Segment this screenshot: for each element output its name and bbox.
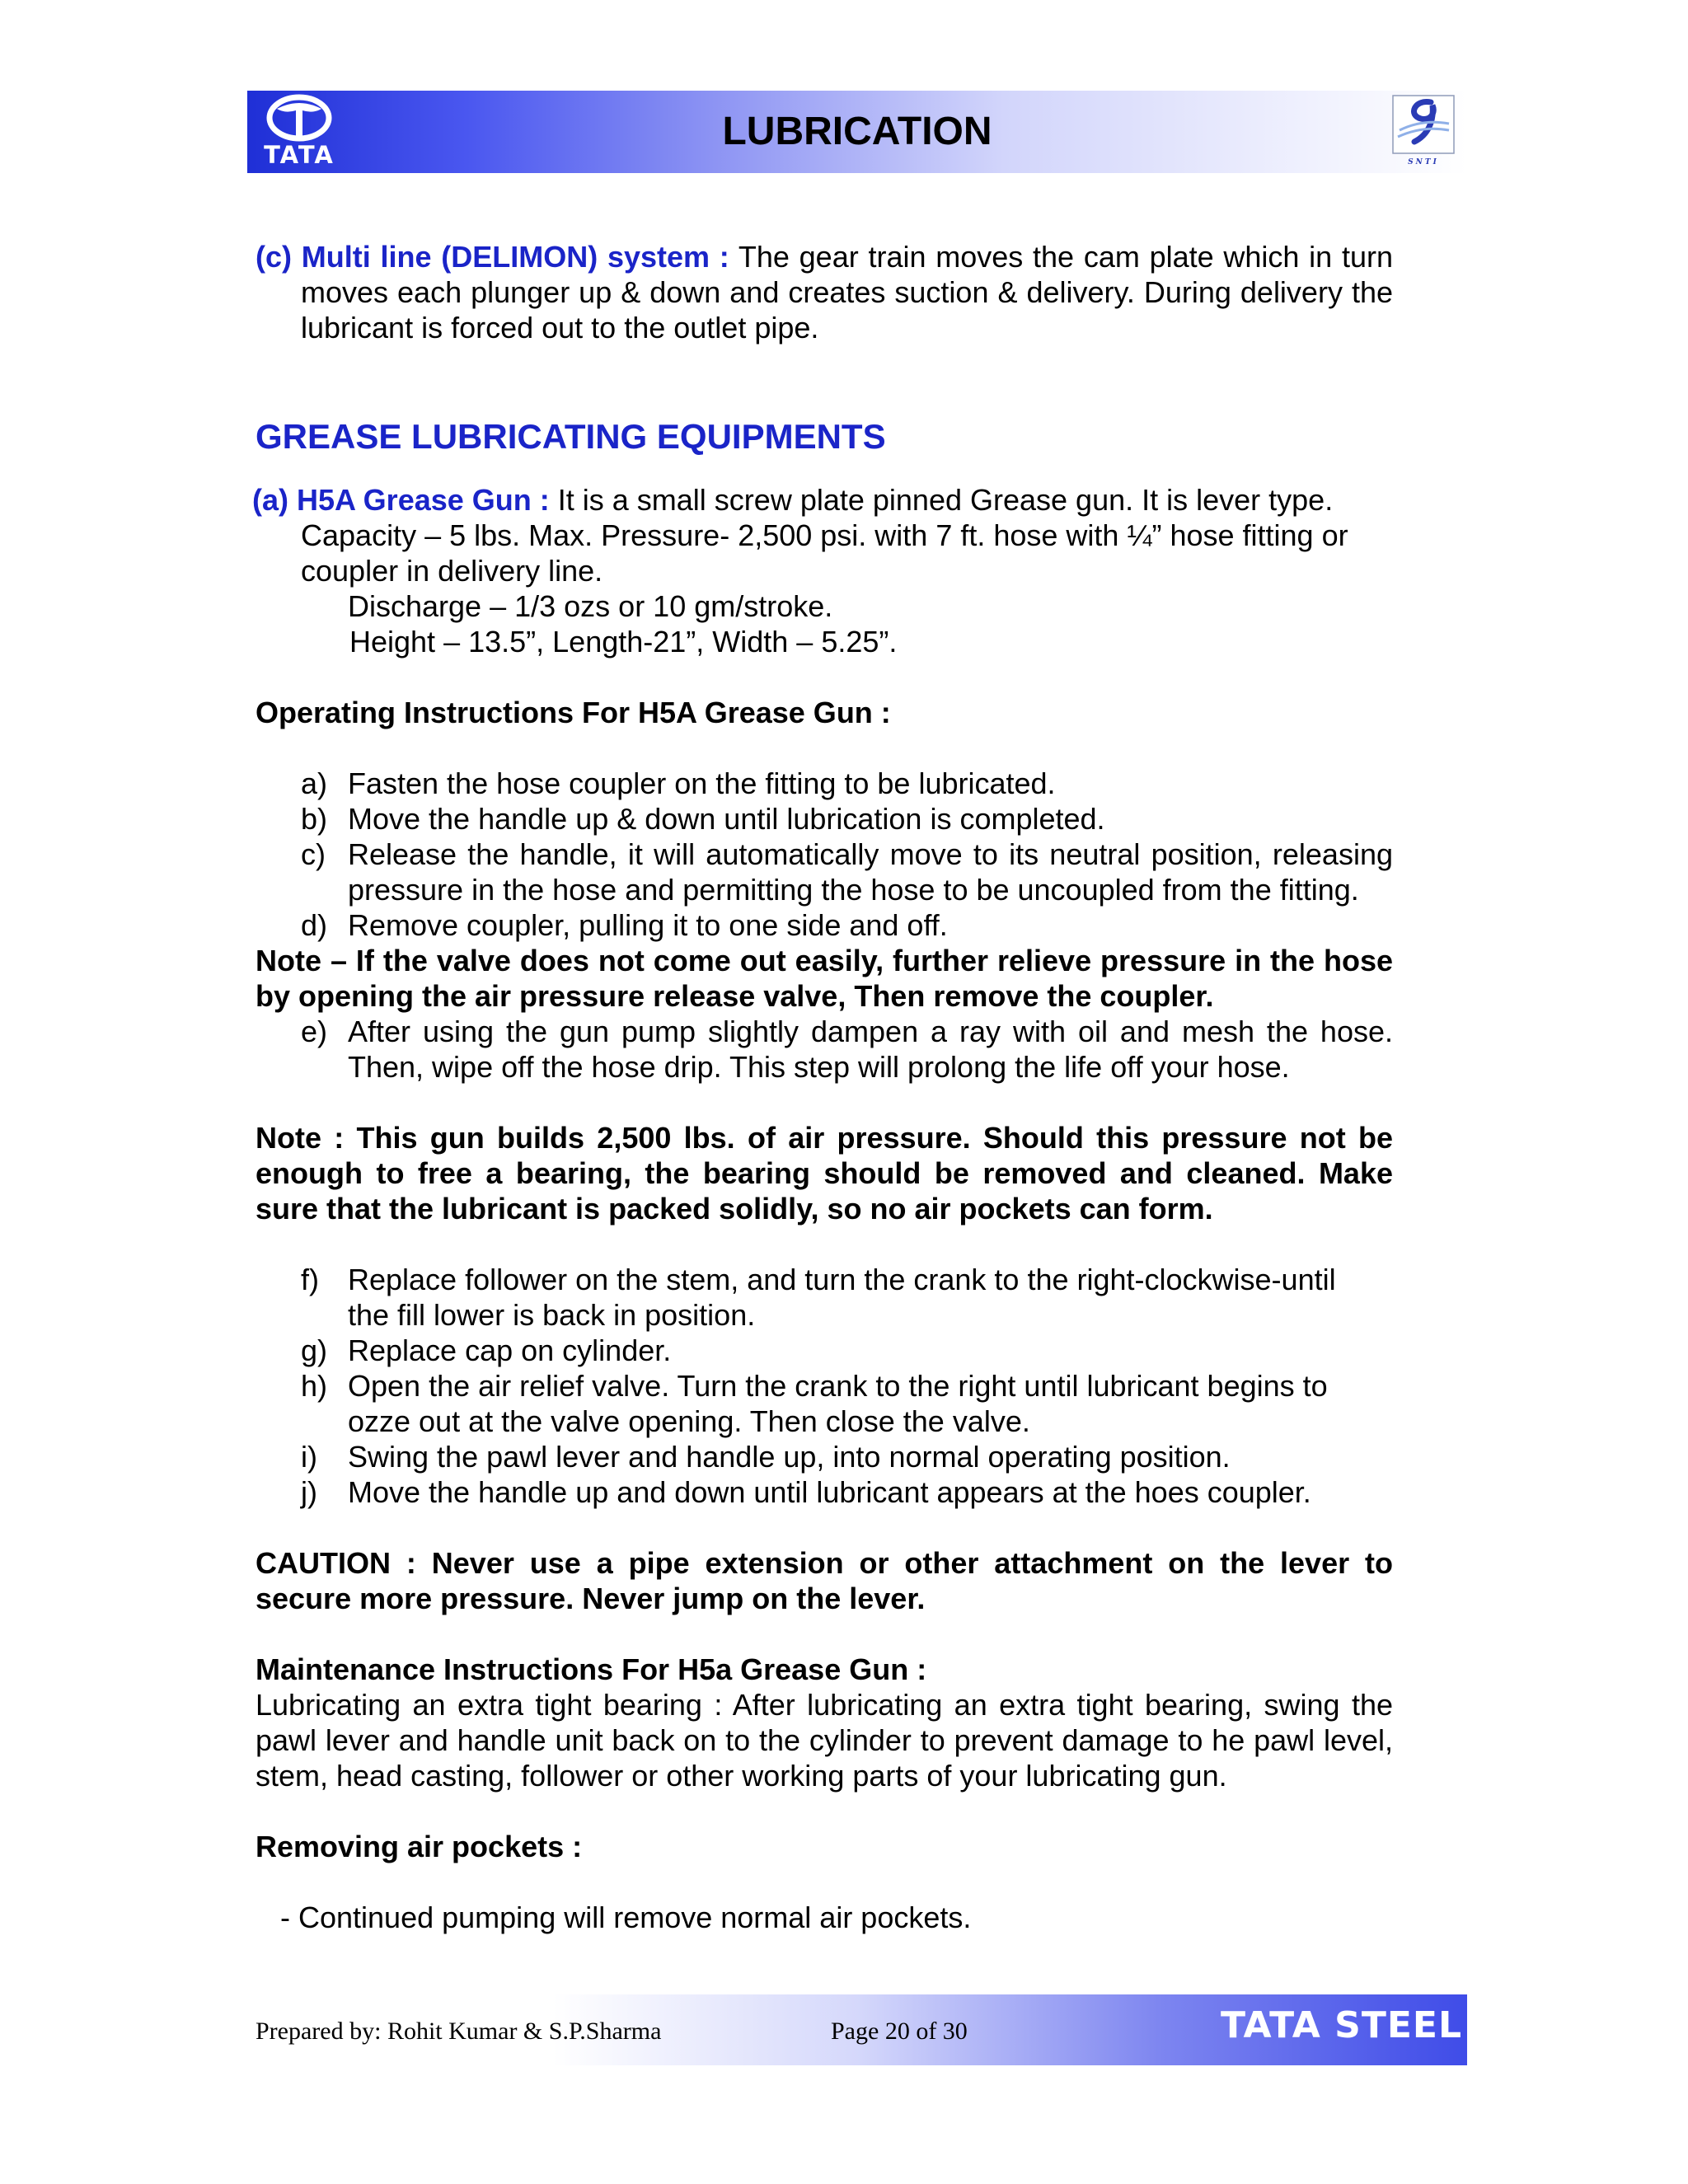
list-item-text: After using the gun pump slightly dampen a ray with oil and mesh the hose. Then, wipe off the hose drip. This step will prolong the life off your hose. <box>348 1015 1393 1084</box>
list-item-label: h) <box>301 1369 328 1403</box>
operating-heading: Operating Instructions For H5A Grease Gun : <box>256 696 891 729</box>
list-item <box>301 837 1393 907</box>
list-item <box>301 1262 1368 1333</box>
footer-prepared-by: Prepared by: Rohit Kumar & S.P.Sharma <box>256 2018 662 2045</box>
list-item-text: Swing the pawl lever and handle up, into normal operating position. <box>348 1440 1231 1474</box>
tata-steel-logo: TATA STEEL <box>1220 2004 1462 2046</box>
list-item <box>301 1014 1393 1085</box>
snti-emblem-icon <box>1390 94 1457 158</box>
maintenance-text: Lubricating an extra tight bearing : After lubricating an extra tight bearing, swing the pawl lever and handle unit back on to the cylinder to prevent damage to he pawl level, stem, head casting, follower or other working parts of your lubricating gun. <box>256 1688 1393 1793</box>
maintenance-heading: Maintenance Instructions For H5a Grease Gun : <box>256 1652 927 1686</box>
list-item-label: j) <box>301 1475 317 1509</box>
list-item-text: Release the handle, it will automatically move to its neutral position, releasing pressure in the hose and permitting the hose to be uncoupled from the fitting. <box>348 837 1393 907</box>
list-item <box>301 1333 1368 1368</box>
list-item <box>301 1439 1368 1474</box>
list-item-label: i) <box>301 1440 317 1474</box>
list-item-text: Move the handle up and down until lubricant appears at the hoes coupler. <box>348 1475 1311 1509</box>
delimon-text: The gear train moves the cam plate which in turn moves each plunger up & down and creates suction & delivery. During delivery the lubricant is forced out to the outlet pipe. <box>301 240 1393 344</box>
grease-gun-label: (a) H5A Grease Gun : <box>252 483 550 517</box>
grease-gun-discharge: Discharge – 1/3 ozs or 10 gm/stroke. <box>348 589 833 623</box>
list-item-label: e) <box>301 1015 328 1048</box>
list-item <box>301 907 1393 943</box>
list-item-label: g) <box>301 1333 328 1367</box>
list-item-text: Move the handle up & down until lubrication is completed. <box>348 802 1105 836</box>
list-item-label: b) <box>301 802 328 836</box>
section-heading: GREASE LUBRICATING EQUIPMENTS <box>256 417 886 456</box>
caution-text: CAUTION : Never use a pipe extension or other attachment on the lever to secure more pressure. Never jump on the lever. <box>256 1546 1393 1615</box>
page-footer <box>247 1994 1467 2065</box>
refill-steps-list <box>256 1262 1393 1510</box>
grease-gun-capacity: Capacity – 5 lbs. Max. Pressure- 2,500 psi. with 7 ft. hose with ¼” hose fitting or coupler in delivery line. <box>301 518 1348 588</box>
list-item <box>301 766 1393 801</box>
list-item-text: Replace follower on the stem, and turn the crank to the right-clockwise-until the fill lower is back in position. <box>348 1263 1336 1332</box>
footer-page-number: Page 20 of 30 <box>831 2018 968 2045</box>
tata-logo-text: TATA <box>264 141 335 169</box>
note-valve: Note – If the valve does not come out easily, further relieve pressure in the hose by opening the air pressure release valve, Then remove the coupler. <box>256 944 1393 1013</box>
air-pockets-item: - Continued pumping will remove normal air pockets. <box>280 1900 972 1934</box>
note-pressure: Note : This gun builds 2,500 lbs. of air pressure. Should this pressure not be enough to free a bearing, the bearing should be removed and cleaned. Make sure that the lubricant is packed solidly, so no air pockets can form. <box>256 1121 1393 1226</box>
list-item-label: d) <box>301 908 328 942</box>
list-item-text: Remove coupler, pulling it to one side and off. <box>348 908 948 942</box>
operating-steps-list-e <box>256 1014 1393 1085</box>
page-header <box>247 91 1467 173</box>
list-item-text: Replace cap on cylinder. <box>348 1333 672 1367</box>
list-item <box>301 1368 1368 1439</box>
list-item-text: Open the air relief valve. Turn the crank to the right until lubricant begins to ozze out at the valve opening. Then close the valve. <box>348 1369 1328 1438</box>
document-body <box>252 239 1393 1935</box>
snti-logo-text: SNTI <box>1408 158 1439 166</box>
grease-gun-dimensions: Height – 13.5”, Length-21”, Width – 5.25”. <box>349 625 898 658</box>
list-item-label: a) <box>301 766 328 800</box>
page-title: LUBRICATION <box>722 110 992 153</box>
delimon-paragraph <box>256 239 1393 345</box>
operating-steps-list <box>256 766 1393 943</box>
air-pockets-heading: Removing air pockets : <box>256 1830 583 1863</box>
list-item-text: Fasten the hose coupler on the fitting to be lubricated. <box>348 766 1056 800</box>
delimon-label: (c) Multi line (DELIMON) system : <box>256 240 729 274</box>
list-item <box>301 801 1393 837</box>
grease-gun-paragraph <box>252 482 1393 518</box>
grease-gun-text: It is a small screw plate pinned Grease gun. It is lever type. <box>549 483 1334 517</box>
snti-logo <box>1386 94 1461 170</box>
list-item-label: f) <box>301 1263 319 1296</box>
list-item <box>301 1474 1368 1510</box>
list-item-label: c) <box>301 837 326 871</box>
